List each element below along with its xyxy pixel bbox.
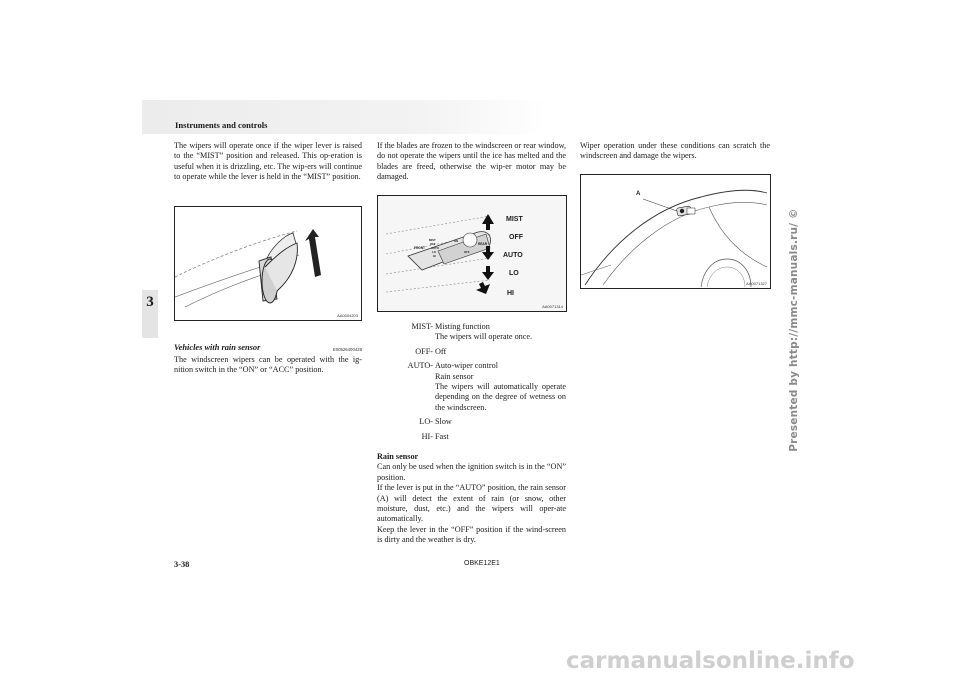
definition-desc: [435, 432, 566, 442]
definition-line: The wipers will automatically operate depending on the degree of wetness on the windscreen.: [435, 382, 566, 412]
definition-item-lo: [377, 417, 566, 427]
col3-paragraph-1: [580, 141, 770, 162]
lever-text-front: FRONT: [414, 246, 425, 250]
rain-sensor-line: Can only be used when the ignition switch is in the “ON” position.: [377, 462, 566, 482]
lever-text-mist: MIST: [429, 238, 436, 242]
definition-item-hi: [377, 432, 566, 442]
lever-text-auto: AUTO: [431, 246, 439, 250]
lever-label-lo: LO: [509, 270, 519, 277]
col1-paragraph-2: [174, 355, 362, 376]
lever-text-rear: REAR: [478, 242, 488, 246]
definition-line: Misting function: [435, 322, 490, 331]
section-code: E00526400428: [332, 347, 362, 352]
rain-sensor-section: [377, 452, 566, 546]
lever-position-illustration: [378, 196, 566, 311]
definition-line: Auto-wiper control: [435, 361, 498, 371]
side-watermark: Presented by http://mmc-manuals.ru/ ©: [788, 208, 800, 452]
definition-line: The wipers will operate once.: [435, 332, 533, 342]
lever-label-mist: MIST: [506, 216, 523, 223]
bottom-watermark: carmanualsonline.info: [566, 648, 855, 674]
document-code: OBKE12E1: [464, 560, 500, 567]
rain-sensor-line: If the lever is put in the “AUTO” position, the rain sensor (A) will detect the extent of rain (or snow, other moisture, dust, etc.) and the wipers will oper-ate automatically.: [377, 483, 566, 524]
definition-term: MIST-: [411, 322, 433, 331]
lever-text-rear-off: OFF: [464, 250, 470, 254]
figure-code: AA0071314: [542, 304, 563, 309]
definition-item-off: [377, 347, 566, 357]
figure-rain-sensor: [580, 174, 771, 289]
lever-text-lo: LO: [432, 250, 436, 254]
definition-desc: [435, 417, 566, 427]
lever-text-on: ON: [454, 239, 459, 243]
page-number: 3-38: [174, 560, 190, 569]
definition-line: Rain sensor: [435, 371, 474, 381]
definition-term: OFF-: [415, 346, 433, 356]
definition-item-mist: [377, 322, 566, 343]
rain-sensor-label: A: [636, 191, 641, 197]
col2-paragraph-1: [377, 141, 566, 183]
lever-label-hi: HI: [507, 290, 514, 297]
section-heading-row: [174, 337, 362, 355]
definition-list: [377, 322, 566, 446]
figure-wiper-lever-positions: [377, 195, 567, 312]
definition-desc: [435, 347, 566, 357]
lever-label-off: OFF: [509, 234, 523, 241]
col3-para1-text: Wiper operation under these conditions can scratch the windscreen and damage the wipers.: [580, 141, 770, 161]
definition-line: Fast: [435, 431, 449, 441]
definition-term: AUTO-: [407, 361, 433, 371]
figure-wiper-lever-mist: [174, 206, 362, 321]
lever-text-hi: HI: [433, 254, 436, 258]
section-title: Vehicles with rain sensor: [174, 343, 261, 352]
chapter-tab-number: 3: [146, 294, 154, 310]
lever-text-off: OFF: [430, 242, 436, 246]
definition-line: Off: [435, 346, 447, 356]
figure-code: AA0071327: [746, 281, 767, 286]
lever-label-auto: AUTO: [503, 252, 523, 259]
definition-desc: [435, 361, 566, 413]
definition-term: LO-: [419, 417, 433, 427]
col1-para1-text: The wipers will operate once if the wiper lever is raised to the “MIST” position and released. This op-eration is useful when it is drizzling, etc. The wip-ers will continue to operate while the lever is held in the “MIST” position.: [174, 141, 362, 182]
col1-paragraph-1: [174, 141, 362, 183]
col1-para2-text: The windscreen wipers can be operated with the ig-nition switch in the “ON” or “ACC” position.: [174, 355, 362, 375]
definition-desc: [435, 322, 566, 343]
rain-sensor-heading: Rain sensor: [377, 452, 419, 461]
lever-illustration: [175, 207, 361, 320]
definition-term: HI-: [421, 431, 433, 441]
col2-para1-text: If the blades are frozen to the windscreen or rear window, do not operate the wipers until the ice has melted and the blades are freed, otherwise the wip-er motor may be damaged.: [377, 141, 566, 182]
rain-sensor-line: Keep the lever in the “OFF” position if the wind-screen is dirty and the weather is dry.: [377, 524, 566, 545]
definition-line: Slow: [435, 417, 452, 427]
page-header-title: Instruments and controls: [175, 120, 268, 130]
figure-code: AA0004203: [337, 313, 358, 318]
definition-item-auto: [377, 361, 566, 413]
rain-sensor-illustration: [581, 175, 770, 288]
